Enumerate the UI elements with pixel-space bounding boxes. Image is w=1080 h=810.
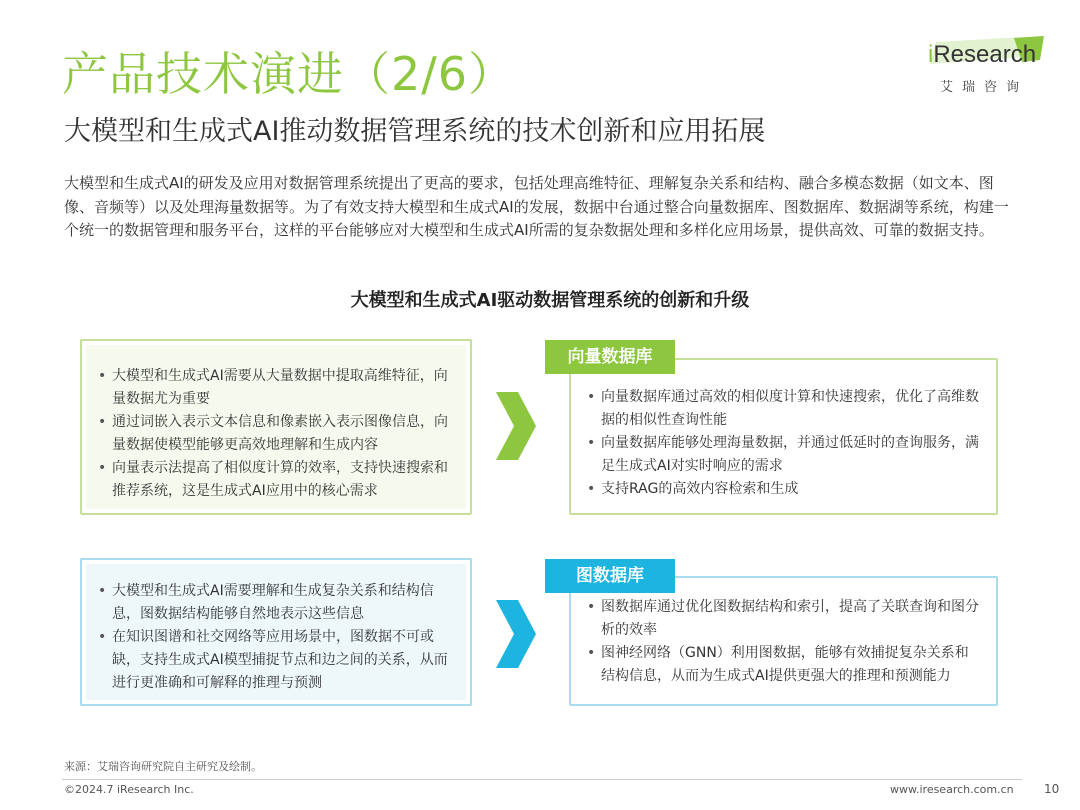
- footer-divider: [62, 779, 1022, 780]
- copyright: ©2024.7 iResearch Inc.: [64, 783, 194, 796]
- iresearch-cn-name: 艾瑞咨询: [940, 80, 1029, 95]
- iresearch-logo: [926, 34, 1056, 96]
- graph-db-box: [569, 576, 998, 706]
- list-item: • 支持RAG的高效内容检索和生成: [587, 478, 980, 501]
- page-subtitle: 大模型和生成式AI推动数据管理系统的技术创新和应用拓展: [64, 116, 766, 147]
- section-title: 大模型和生成式AI驱动数据管理系统的创新和升级: [350, 290, 750, 311]
- list-item: • 在知识图谱和社交网络等应用场景中，图数据不可或缺，支持生成式AI模型捕捉节点和边之间的关系，从而进行更准确和可解释的推理与预测: [98, 626, 454, 695]
- list-item: • 图神经网络（GNN）利用图数据，能够有效捕捉复杂关系和结构信息，从而为生成式AI提供更强大的推理和预测能力: [587, 642, 980, 688]
- website-link[interactable]: www.iresearch.com.cn: [890, 783, 1014, 796]
- intro-paragraph: 大模型和生成式AI的研发及应用对数据管理系统提出了更高的要求，包括处理高维特征、理解复杂关系和结构、融合多模态数据（如文本、图像、音频等）以及处理海量数据等。为了有效支持大模型和生成式AI的发展，数据中台通过整合向量数据库、图数据库、数据湖等系统，构建一个统一的数据管理和服务平台，这样的平台能够应对大模型和生成式AI所需的复杂数据处理和多样化应用场景，提供高效、可靠的数据支持。: [64, 174, 1009, 239]
- list-item: • 大模型和生成式AI需要理解和生成复杂关系和结构信息，图数据结构能够自然地表示这些信息: [98, 580, 454, 626]
- list-item: • 图数据库通过优化图数据结构和索引，提高了关联查询和图分析的效率: [587, 596, 980, 642]
- vector-needs-box: [80, 339, 472, 515]
- page-number: 10: [1044, 782, 1060, 796]
- svg-text:iResearch: iResearch: [928, 41, 1037, 68]
- page-title: 产品技术演进（2/6）: [62, 47, 516, 101]
- chevron-right-icon: [490, 386, 540, 466]
- list-item: • 大模型和生成式AI需要从大量数据中提取高维特征，向量数据尤为重要: [98, 365, 454, 411]
- vector-db-tag: 向量数据库: [545, 340, 675, 374]
- list-item: • 向量表示法提高了相似度计算的效率，支持快速搜索和推荐系统，这是生成式AI应用中的核心需求: [98, 457, 454, 503]
- graph-db-tag: 图数据库: [545, 559, 675, 593]
- list-item: • 向量数据库能够处理海量数据，并通过低延时的查询服务，满足生成式AI对实时响应的需求: [587, 432, 980, 478]
- list-item: • 通过词嵌入表示文本信息和像素嵌入表示图像信息，向量数据使模型能够更高效地理解和生成内容: [98, 411, 454, 457]
- graph-needs-box: [80, 558, 472, 706]
- chevron-right-icon: [490, 594, 540, 674]
- vector-db-box: [569, 358, 998, 515]
- iresearch-logo-mark: [926, 34, 1046, 70]
- source-note: 来源：艾瑞咨询研究院自主研究及绘制。: [64, 760, 262, 773]
- list-item: • 向量数据库通过高效的相似度计算和快速搜索，优化了高维数据的相似性查询性能: [587, 386, 980, 432]
